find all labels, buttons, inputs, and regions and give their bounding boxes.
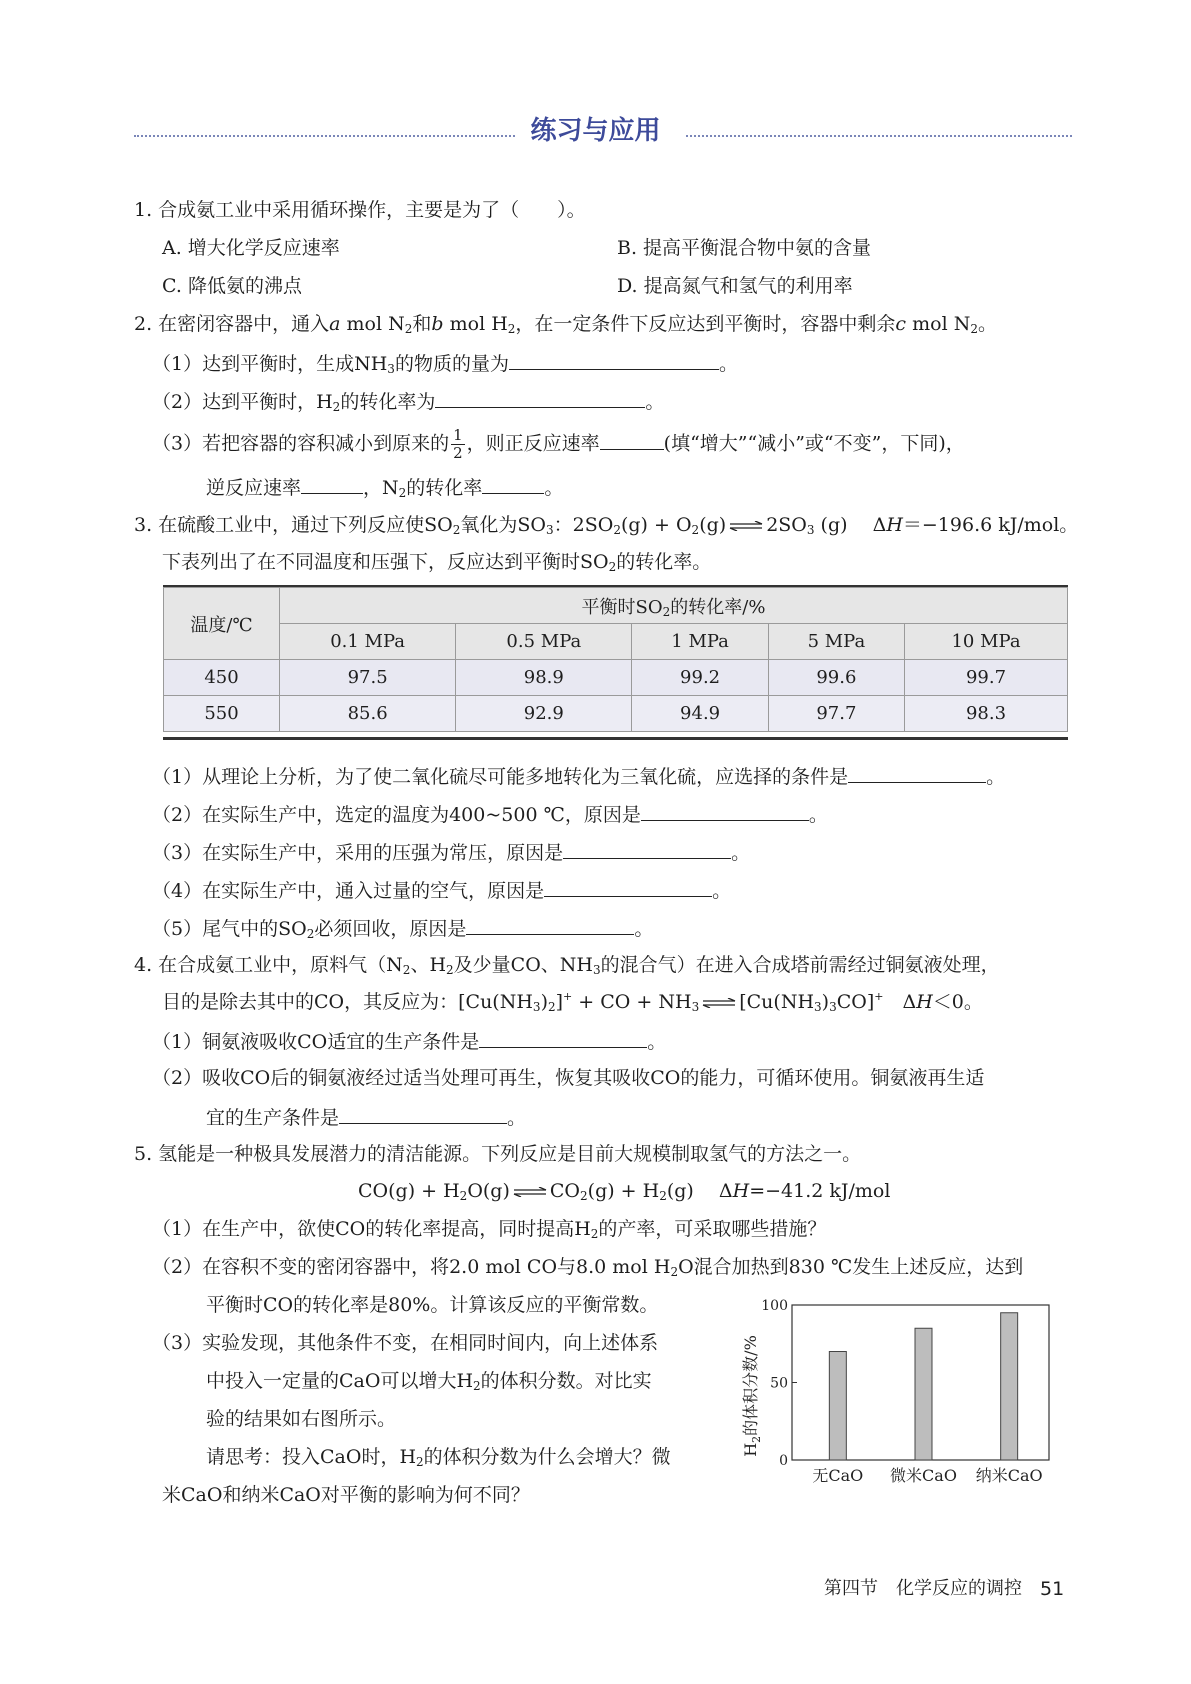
x-tick-label: 纳米CaO	[975, 1466, 1043, 1485]
x-tick-label: 无CaO	[812, 1466, 864, 1485]
answer-blank[interactable]	[544, 880, 712, 897]
equilibrium-arrow-icon	[702, 998, 736, 1008]
temp-header: 温度/℃	[164, 588, 280, 660]
x-tick-label: 微米CaO	[890, 1466, 957, 1485]
y-tick-label: 100	[761, 1298, 788, 1314]
q5-part3-line3: 验的结果如右图所示。	[206, 1408, 397, 1430]
section-title: 练习与应用	[0, 118, 1191, 144]
table-row	[164, 696, 1068, 732]
q1-stem: 1. 合成氨工业中采用循环操作，主要是为了（ ）。	[134, 199, 586, 221]
answer-blank[interactable]	[482, 477, 544, 494]
footer-page-number: 51	[1040, 1578, 1065, 1600]
q3-part5: （5）尾气中的$SO_2$必须回收，原因是 。	[152, 918, 654, 941]
table-cell: 99.6	[768, 660, 904, 696]
footer-section-name: 第四节 化学反应的调控	[824, 1578, 1022, 1599]
q3-line2: 下表列出了在不同温度和压强下，反应达到平衡时$SO_2$的转化率。	[162, 551, 712, 574]
table-cell: 99.7	[905, 660, 1068, 696]
q5-part3-line2: 中投入一定量的CaO可以增大$H_2$的体积分数。对比实	[206, 1370, 652, 1393]
bar	[915, 1328, 932, 1460]
table-cell: 98.9	[456, 660, 632, 696]
answer-blank[interactable]	[509, 353, 719, 370]
so2-conversion-table	[163, 587, 1068, 732]
pressure-header: 1 MPa	[632, 624, 768, 660]
q4-part2: （2）吸收CO后的铜氨液经过适当处理可再生，恢复其吸收CO的能力，可循环使用。铜氨液再生适	[152, 1067, 985, 1089]
q5-stem: 5. 氢能是一种极具发展潜力的清洁能源。下列反应是目前大规模制取氢气的方法之一。	[134, 1143, 862, 1165]
q2-part1: （1）达到平衡时，生成$NH_3$的物质的量为 。	[152, 353, 738, 376]
table-cell: 94.9	[632, 696, 768, 732]
table-cell: 450	[164, 660, 280, 696]
q4-part1: （1）铜氨液吸收CO适宜的生产条件是 。	[152, 1031, 667, 1053]
q5-part2-cont: 平衡时CO的转化率是80%。计算该反应的平衡常数。	[206, 1294, 659, 1316]
bar	[1001, 1313, 1018, 1460]
table-pressure-row	[164, 624, 1068, 660]
equilibrium-arrow-icon	[513, 1187, 547, 1197]
table-cell: 92.9	[456, 696, 632, 732]
pressure-header: 10 MPa	[905, 624, 1068, 660]
q3-part1: （1）从理论上分析，为了使二氧化硫尽可能多地转化为三氧化硫，应选择的条件是 。	[152, 766, 1006, 788]
q5-part3-line4: 请思考：投入CaO时，$H_2$的体积分数为什么会增大？微	[206, 1446, 671, 1469]
pressure-header: 5 MPa	[768, 624, 904, 660]
table-bottom-rule	[163, 737, 1068, 740]
table-cell: 85.6	[280, 696, 456, 732]
equilibrium-arrow-icon	[729, 521, 763, 531]
table-header-row	[164, 588, 1068, 624]
q5-part3-line5: 米CaO和纳米CaO对平衡的影响为何不同？	[162, 1484, 530, 1506]
table-cell: 550	[164, 696, 280, 732]
q5-part2: （2）在容积不变的密闭容器中，将2.0 mol CO与8.0 mol $H_2O$混合加热到830 ℃发生上述反应，达到	[152, 1256, 1024, 1279]
y-tick-label: 50	[770, 1375, 788, 1392]
q1-option-d: D. 提高氮气和氢气的利用率	[617, 275, 853, 297]
answer-blank[interactable]	[466, 918, 634, 935]
q5-part1: （1）在生产中，欲使CO的转化率提高，同时提高$H_2$的产率，可采取哪些措施？	[152, 1218, 827, 1241]
fraction-one-half: $\frac{1}{2}$	[453, 426, 463, 462]
q5-part3-line1: （3）实验发现，其他条件不变，在相同时间内，向上述体系	[152, 1332, 659, 1354]
cao-bar-chart	[735, 1296, 1075, 1490]
pressure-header: 0.1 MPa	[280, 624, 456, 660]
table-cell: 97.5	[280, 660, 456, 696]
pressure-header: 0.5 MPa	[456, 624, 632, 660]
table-cell: 97.7	[768, 696, 904, 732]
q2-part3-cont: 逆反应速率 ，$N_2$的转化率 。	[206, 477, 564, 500]
answer-blank[interactable]	[301, 477, 363, 494]
q3-stem: 3. 在硫酸工业中，通过下列反应使$SO_2$氧化为$SO_3$：$2SO_2(g) + O_2(g)$ $2SO_3$ (g) ΔH＝−196.6 kJ/mol。	[134, 514, 1079, 537]
table-cell: 98.3	[905, 696, 1068, 732]
bar	[829, 1352, 846, 1461]
q3-part3: （3）在实际生产中，采用的压强为常压，原因是 。	[152, 842, 751, 864]
y-tick-label: 0	[779, 1453, 788, 1469]
q4-line2: 目的是除去其中的CO，其反应为：$[Cu(NH_3)_2]^+$ + CO + $NH_3$ $[Cu(NH_3)_3CO]^+$ ΔH＜0。	[162, 990, 983, 1014]
answer-blank[interactable]	[848, 766, 986, 783]
q2-part2: （2）达到平衡时，$H_2$的转化率为 。	[152, 391, 665, 414]
q1-option-a: A. 增大化学反应速率	[162, 237, 340, 259]
table-cell: 99.2	[632, 660, 768, 696]
answer-blank[interactable]	[600, 433, 664, 450]
q3-part4: （4）在实际生产中，通入过量的空气，原因是 。	[152, 880, 732, 902]
q1-option-b: B. 提高平衡混合物中氨的含量	[617, 237, 872, 259]
answer-blank[interactable]	[479, 1031, 647, 1048]
answer-blank[interactable]	[563, 842, 731, 859]
table-row	[164, 660, 1068, 696]
q3-part2: （2）在实际生产中，选定的温度为400~500 ℃，原因是 。	[152, 804, 828, 826]
q4-part2-cont: 宜的生产条件是 。	[206, 1107, 527, 1129]
answer-blank[interactable]	[339, 1107, 507, 1124]
svg-text:H2的体积分数/%: $H_2$的体积分数/%	[741, 1335, 763, 1457]
q5-equation: $CO(g) + H_2O(g)$ $CO_2(g) + H_2(g)$ ΔH=−41.2 kJ/mol	[358, 1180, 891, 1203]
q4-line1: 4. 在合成氨工业中，原料气（$N_2$、$H_2$及少量CO、$NH_3$的混合气）在进入合成塔前需经过铜氨液处理，	[134, 954, 1000, 977]
answer-blank[interactable]	[435, 391, 645, 408]
q2-stem: 2. 在密闭容器中，通入a mol $N_2$和b mol $H_2$，在一定条件下反应达到平衡时，容器中剩余c mol $N_2$。	[134, 313, 997, 336]
q1-option-c: C. 降低氨的沸点	[162, 275, 302, 297]
chart-y-axis-label	[741, 1335, 763, 1457]
q2-part3: （3）若把容器的容积减小到原来的 $\frac{1}{2}$ ，则正反应速率 (填“增大”“减小”或“不变”，下同)，	[152, 426, 965, 462]
group-header: 平衡时$SO_2$的转化率/%	[280, 588, 1068, 624]
answer-blank[interactable]	[641, 804, 809, 821]
